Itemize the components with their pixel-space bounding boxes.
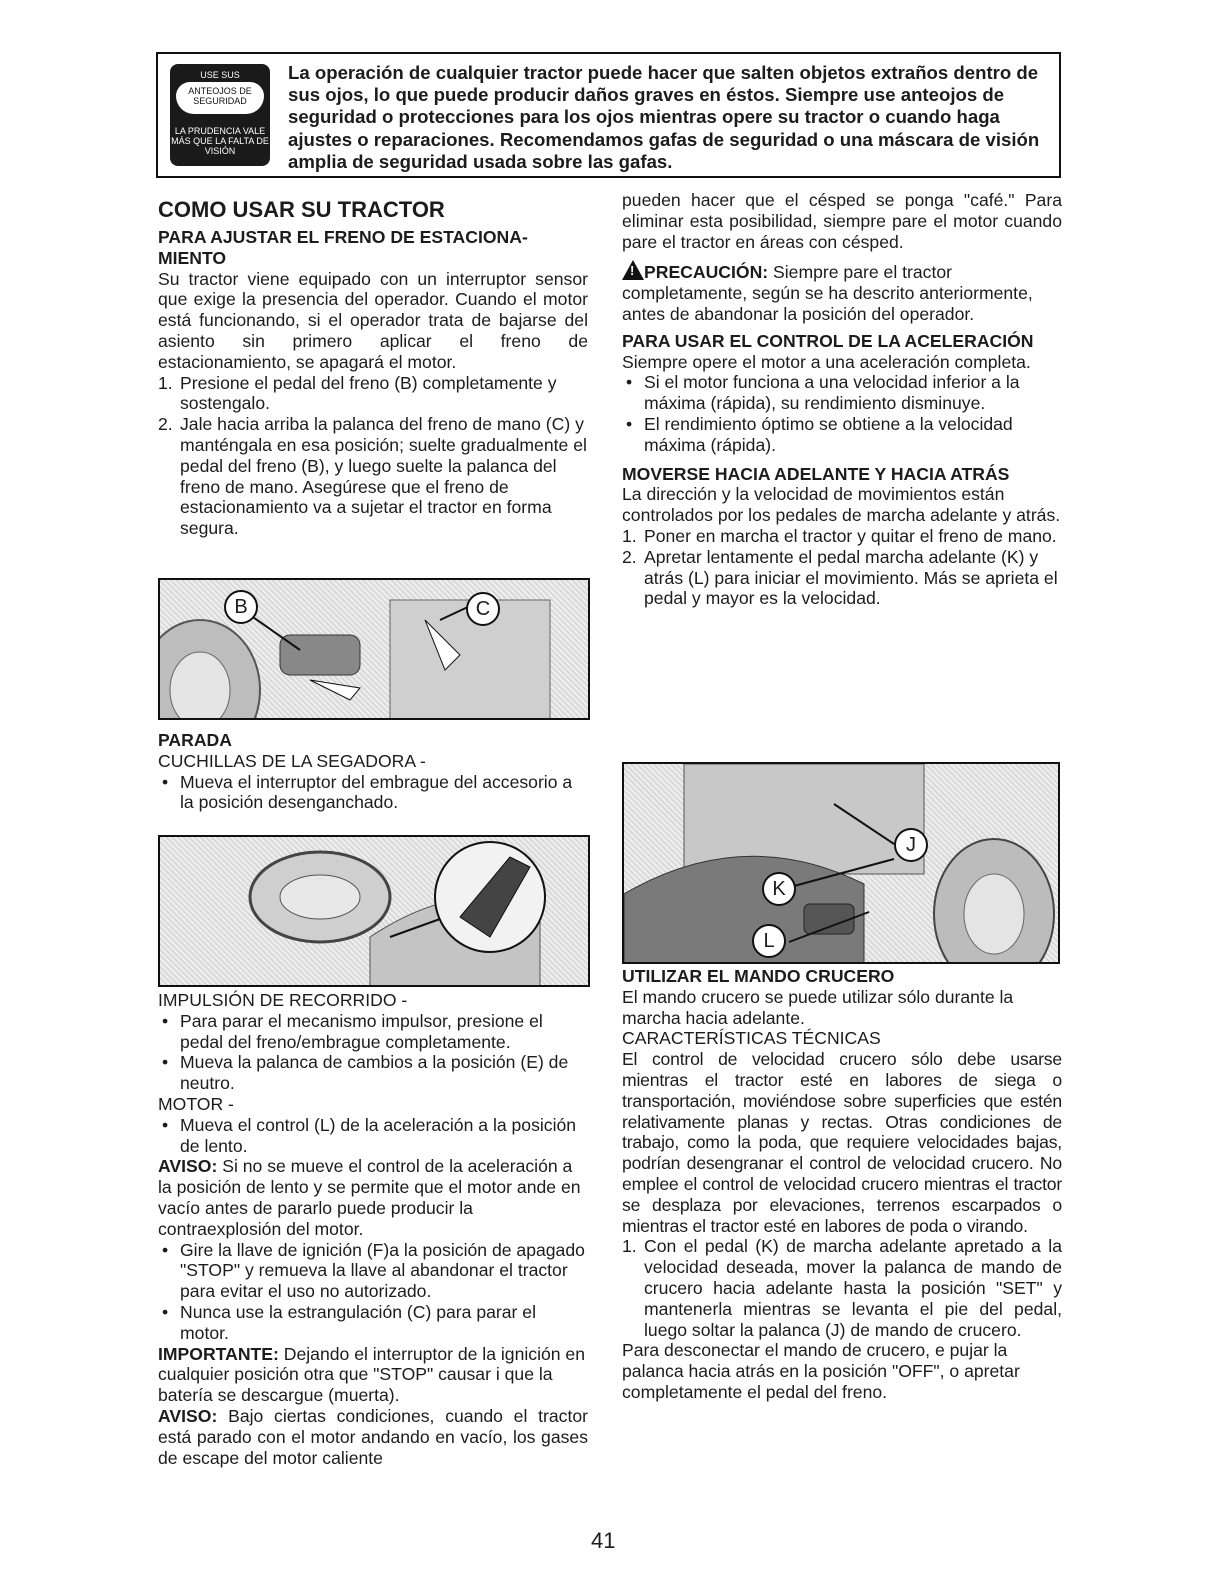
throttle-intro: Siempre opere el motor a una aceleración completa. [622,351,1031,372]
callout-j: J [894,828,928,862]
caution-paragraph: ! PRECAUCIÓN: Siempre pare el tractor completamente, según se ha descrito anteriormente, antes de abandonar la posición del operador. [622,262,1033,324]
drive-list [158,1011,588,1094]
right-column-top [622,190,1062,609]
list-item: 2. Jale hacia arriba la palanca del freno de mano (C) y manténgala en esa posición; suelte gradualmente el pedal del freno (B), y luego suelte la palanca del freno de mano. Asegúrese que el freno de estacionamiento va a sujetar el tractor en forma segura. [158,414,587,539]
list-item: • Mueva la palanca de cambios a la posición (E) de neutro. [162,1052,569,1094]
motor-list [158,1115,588,1157]
list-item: • Mueva el interruptor del embrague del accesorio a la posición desenganchado. [162,771,573,813]
callout-k: K [762,872,796,906]
parking-brake-figure [158,578,590,720]
left-column-top [158,197,588,539]
specs-heading: CARACTERÍSTICAS TÉCNICAS [622,1028,881,1049]
badge-mid-text: ANTEOJOS DE SEGURIDAD [188,86,252,106]
goggles-icon [176,82,264,114]
aviso-paragraph-1: AVISO: Si no se mueve el control de la aceleración a la posición de lento y se permite que el motor ande en vacío antes de pararlo puede producir la contraexplosión del motor. [158,1156,581,1239]
callout-b: B [224,590,258,624]
blades-list [158,772,588,814]
page-number: 41 [591,1528,616,1553]
list-item: • Mueva el control (L) de la aceleración a la posición de lento. [162,1114,577,1156]
motor-heading: MOTOR - [158,1093,234,1114]
drive-heading: IMPULSIÓN DE RECORRIDO - [158,990,408,1010]
badge-top-text: USE SUS [200,70,240,80]
dashboard-illustration [160,837,590,987]
safety-warning-box [156,52,1061,178]
warning-text: La operación de cualquier tractor puede hacer que salten objetos extraños dentro de sus ojos, lo que puede producir daños graves en éstos. Siempre use anteojos de seguridad o protecciones para los ojos mientras opere su tractor o cuando haga ajustes o reparaciones. Recomendamos gafas de seguridad o una máscara de visión amplia de seguridad usada sobre las gafas. [288,62,1040,172]
callout-l: L [752,924,786,958]
disengage-text: Para desconectar el mando de crucero, e pujar la palanca hacia atrás en la posición "OFF", o apretar completamente el pedal del freno. [622,1340,1020,1402]
parking-brake-heading: PARA AJUSTAR EL FRENO DE ESTACIONA-MIENTO [158,227,528,268]
move-steps [622,526,1062,609]
list-item: 1. Con el pedal (K) de marcha adelante apretado a la velocidad deseada, mover la palanca de mando de crucero hacia adelante hasta la posición "SET" y mantenerla mientras se levanta el pie del pedal, luego soltar la palanca (J) de mando de crucero. [622,1236,1062,1340]
stop-heading: PARADA [158,730,232,750]
list-item: 1. Poner en marcha el tractor y quitar el freno de mano. [622,525,1057,546]
throttle-heading: PARA USAR EL CONTROL DE LA ACELERACIÓN [622,330,1034,351]
left-column-bottom [158,990,588,1468]
attachment-clutch-figure [158,835,590,987]
list-item: 2. Apretar lentamente el pedal marcha adelante (K) y atrás (L) para iniciar el movimiento. Más se aprieta el pedal y mayor es la velocidad. [622,546,1058,609]
left-column-stop [158,730,588,813]
move-heading: MOVERSE HACIA ADELANTE Y HACIA ATRÁS [622,463,1010,484]
list-item: 1. Presione el pedal del freno (B) completamente y sostengalo. [158,372,557,414]
pedals-illustration [624,764,1060,964]
parking-brake-steps [158,373,588,539]
cruise-steps [622,1236,1062,1340]
caution-icon: ! [622,260,644,280]
parking-brake-intro: Su tractor viene equipado con un interruptor sensor que exige la presencia del operador. Cuando el motor está funcionando, si el operador trata de bajarse del asiento sin primero aplicar el freno de estacionamiento, se apagará el motor. [158,268,588,372]
cruise-heading: UTILIZAR EL MANDO CRUCERO [622,966,895,986]
motor-list-2 [158,1240,588,1344]
continued-text: pueden hacer que el césped se ponga "café." Para eliminar esta posibilidad, siempre pare el motor cuando pare el tractor en áreas con césped. [622,190,1062,252]
right-column-bottom [622,966,1062,1403]
specs-text: El control de velocidad crucero sólo debe usarse mientras el tractor esté en labores de siega o transportación, moviéndose sobre superficies que estén relativamente planas y rectas. Otras condiciones de trabajo, como la poda, que requiere velocidades bajas, podrían desengranar el control de velocidad crucero. No emplee el control de velocidad crucero mientras el tractor se desplaza por elevaciones, terrenos escarpados o mientras el tractor esté en labores de poda o virando. [622,1049,1062,1236]
pedals-figure [622,762,1060,964]
callout-c: C [466,592,500,626]
badge-bottom-text: LA PRUDENCIA VALE MÁS QUE LA FALTA DE VISIÓN [171,126,269,156]
throttle-list [622,372,1062,455]
list-item: • Gire la llave de ignición (F)a la posición de apagado "STOP" y remueva la llave al abandonar el tractor para evitar el uso no autorizado. [162,1239,585,1302]
list-item: • El rendimiento óptimo se obtiene a la velocidad máxima (rápida). [626,413,1013,455]
blades-heading: CUCHILLAS DE LA SEGADORA - [158,750,426,771]
safety-goggles-badge [170,64,270,166]
aviso-paragraph-2: AVISO: Bajo ciertas condiciones, cuando el tractor está parado con el motor andando en vacío, los gases de escape del motor caliente [158,1405,588,1468]
page-title: COMO USAR SU TRACTOR [158,197,445,222]
cruise-intro: El mando crucero se puede utilizar sólo durante la marcha hacia adelante. [622,986,1014,1028]
list-item: • Si el motor funciona a una velocidad inferior a la máxima (rápida), su rendimiento disminuye. [626,372,1020,414]
list-item: • Nunca use la estrangulación (C) para parar el motor. [162,1301,536,1343]
important-paragraph: IMPORTANTE: Dejando el interruptor de la ignición en cualquier posición otra que "STOP" causar i que la batería se descargue (muerta). [158,1343,586,1406]
move-intro: La dirección y la velocidad de movimientos están controlados por los pedales de marcha adelante y atrás. [622,484,1061,526]
list-item: • Para parar el mecanismo impulsor, presione el pedal del freno/embrague completamente. [162,1010,543,1052]
